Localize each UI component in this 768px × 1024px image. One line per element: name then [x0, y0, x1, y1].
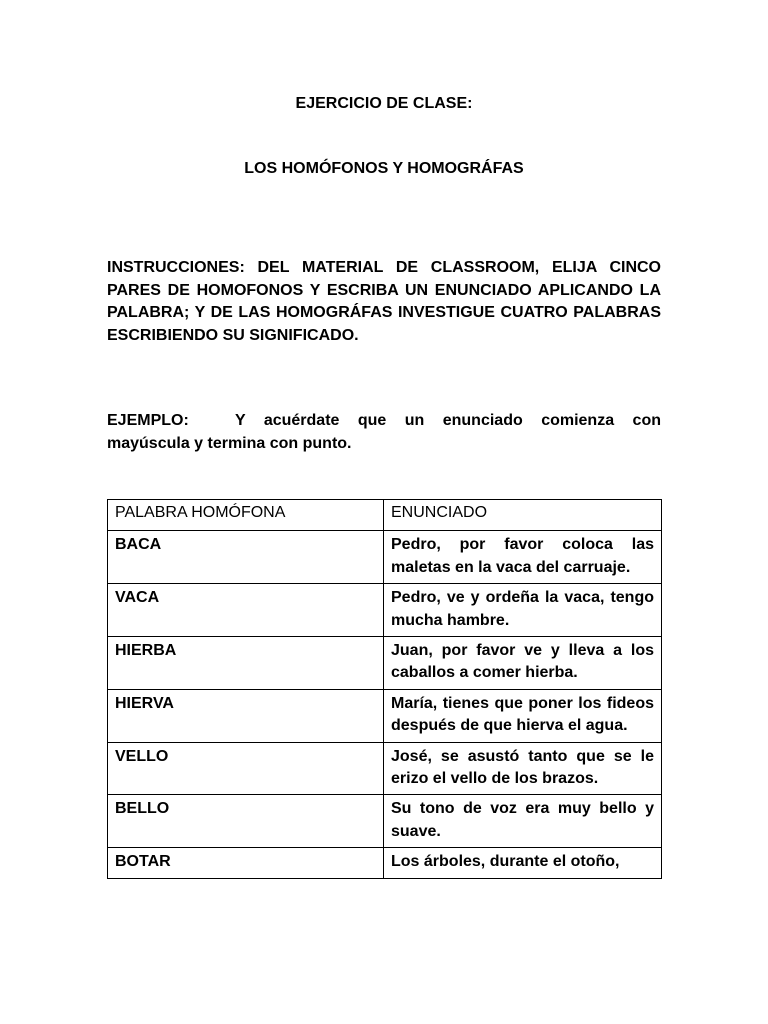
cell-sentence: Pedro, ve y ordeña la vaca, tengo mucha hambre. — [384, 584, 662, 637]
cell-sentence: Juan, por favor ve y lleva a los caballos a comer hierba. — [384, 637, 662, 690]
cell-sentence: José, se asustó tanto que se le erizo el vello de los brazos. — [384, 742, 662, 795]
document-subtitle: LOS HOMÓFONOS Y HOMOGRÁFAS — [244, 160, 524, 177]
cell-word: VELLO — [108, 742, 384, 795]
cell-word: BACA — [108, 531, 384, 584]
cell-word: BOTAR — [108, 848, 384, 878]
cell-word: VACA — [108, 584, 384, 637]
cell-word: HIERVA — [108, 689, 384, 742]
cell-word: HIERBA — [108, 637, 384, 690]
cell-sentence: Pedro, por favor coloca las maletas en la vaca del carruaje. — [384, 531, 662, 584]
document-title: EJERCICIO DE CLASE: — [295, 95, 473, 112]
cell-word: BELLO — [108, 795, 384, 848]
cell-sentence: María, tienes que poner los fideos después de que hierva el agua. — [384, 689, 662, 742]
example-label: EJEMPLO: — [107, 412, 189, 429]
cell-sentence: Los árboles, durante el otoño, — [384, 848, 662, 878]
header-sentence: ENUNCIADO — [384, 500, 662, 531]
table-row — [108, 637, 662, 690]
table-row — [108, 531, 662, 584]
example-text: Y acuérdate que un enunciado comienza con mayúscula y termina con punto. — [107, 412, 661, 452]
cell-sentence: Su tono de voz era muy bello y suave. — [384, 795, 662, 848]
table-row — [108, 742, 662, 795]
table-row — [108, 689, 662, 742]
table-row — [108, 848, 662, 878]
homophones-table — [107, 499, 662, 879]
instructions-paragraph: INSTRUCCIONES: DEL MATERIAL DE CLASSROOM, ELIJA CINCO PARES DE HOMOFONOS Y ESCRIBA UN ENUNCIADO APLICANDO LA PALABRA; Y DE LAS HOMOGRÁFAS INVESTIGUE CUATRO PALABRAS ESCRIBIENDO SU SIGNIFICADO. — [107, 259, 661, 344]
table-header-row — [108, 500, 662, 531]
table-row — [108, 795, 662, 848]
example-paragraph — [107, 410, 661, 455]
header-word: PALABRA HOMÓFONA — [108, 500, 384, 531]
table-row — [108, 584, 662, 637]
